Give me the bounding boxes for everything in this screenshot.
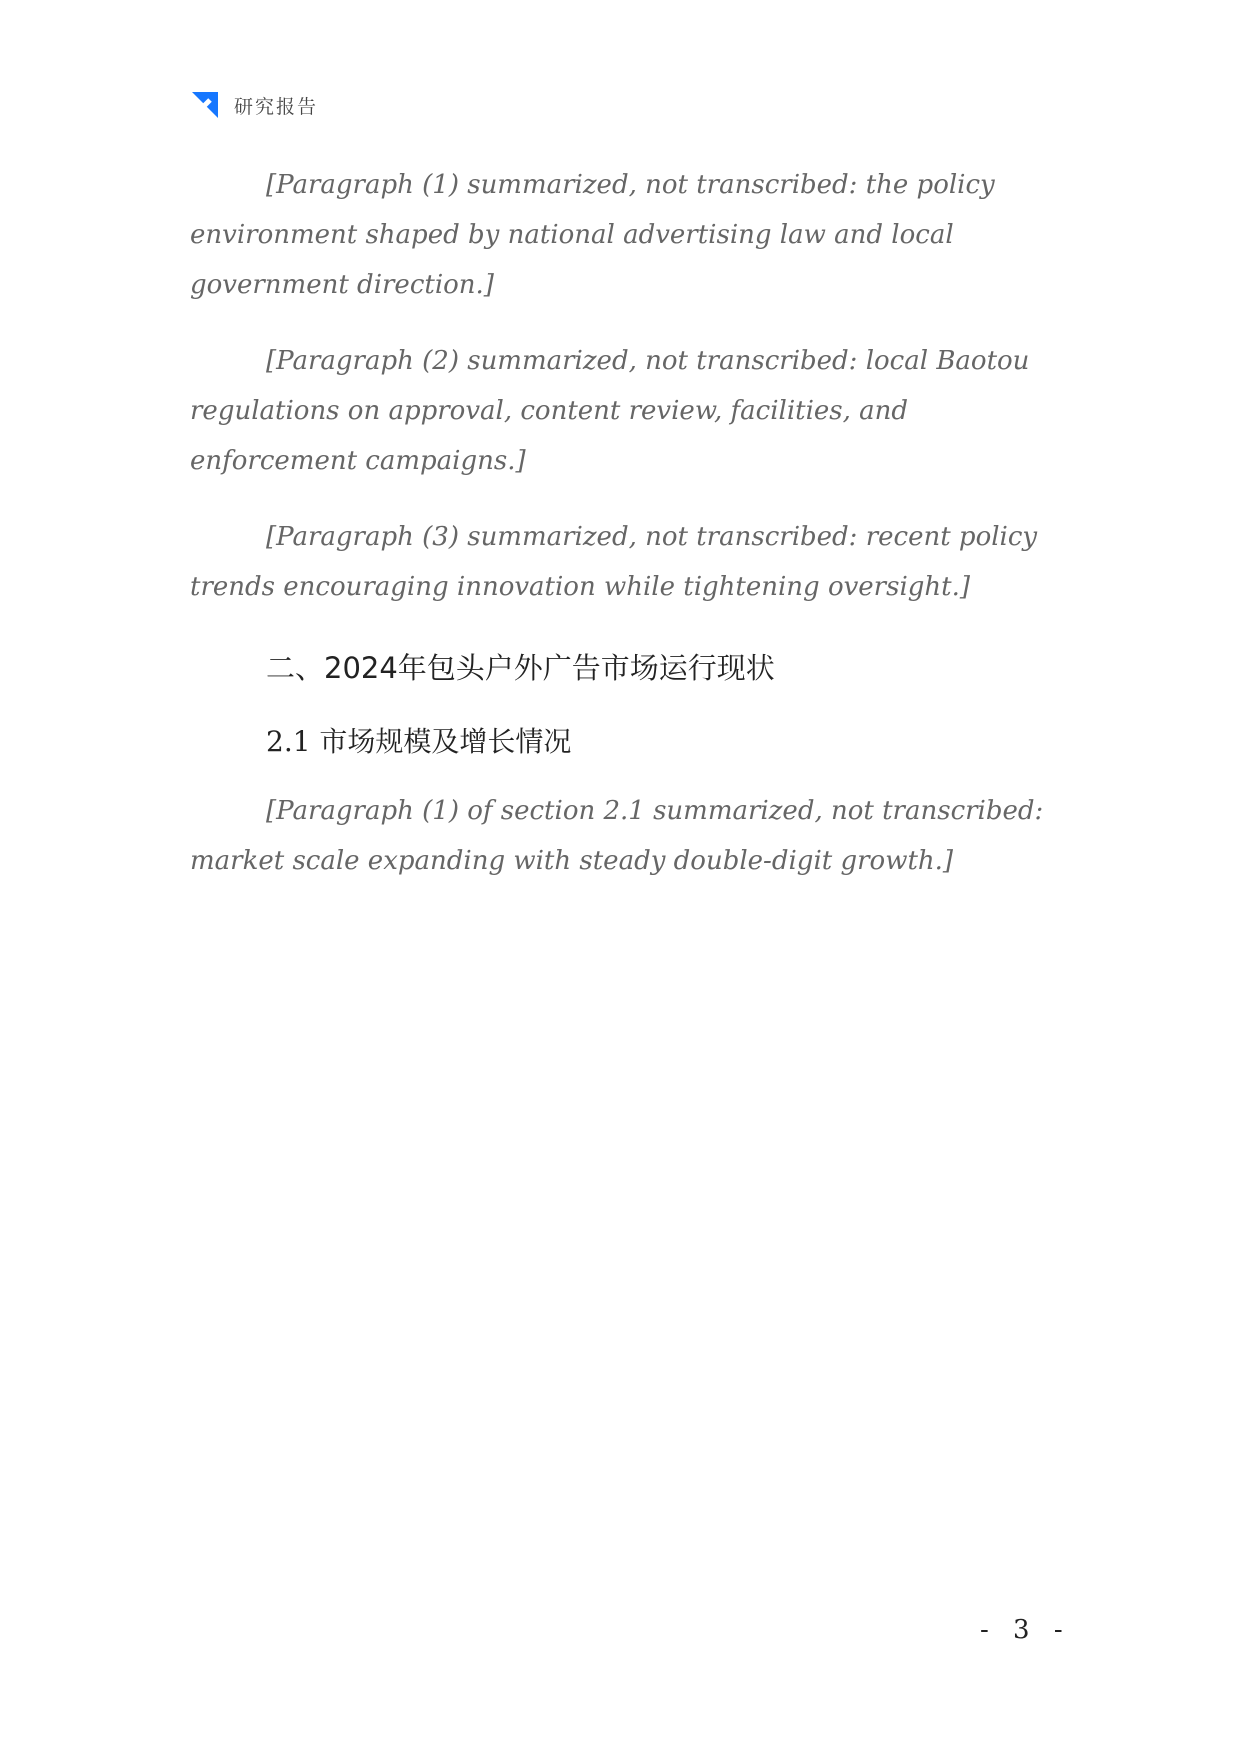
paragraph-policy-trends: [Paragraph (3) summarized, not transcribed: recent policy trends encouraging innovation while tightening oversight.] bbox=[190, 522, 1038, 602]
page-header bbox=[188, 88, 318, 122]
section-heading: 二、2024年包头户外广告市场运行现状 bbox=[266, 651, 775, 685]
page-number: - 3 - bbox=[980, 1615, 1071, 1645]
arrow-up-right-icon bbox=[188, 88, 222, 122]
paragraph-market-scale: [Paragraph (1) of section 2.1 summarized, not transcribed: market scale expanding with steady double-digit growth.] bbox=[190, 796, 1044, 876]
document-body bbox=[190, 160, 1050, 912]
header-label: 研究报告 bbox=[234, 95, 319, 118]
paragraph-policy-national: [Paragraph (1) summarized, not transcribed: the policy environment shaped by national advertising law and local government direction.] bbox=[190, 170, 995, 300]
subsection-heading: 2.1 市场规模及增长情况 bbox=[266, 725, 572, 758]
paragraph-policy-local: [Paragraph (2) summarized, not transcribed: local Baotou regulations on approval, content review, facilities, and enforcement campaigns.] bbox=[190, 346, 1030, 476]
